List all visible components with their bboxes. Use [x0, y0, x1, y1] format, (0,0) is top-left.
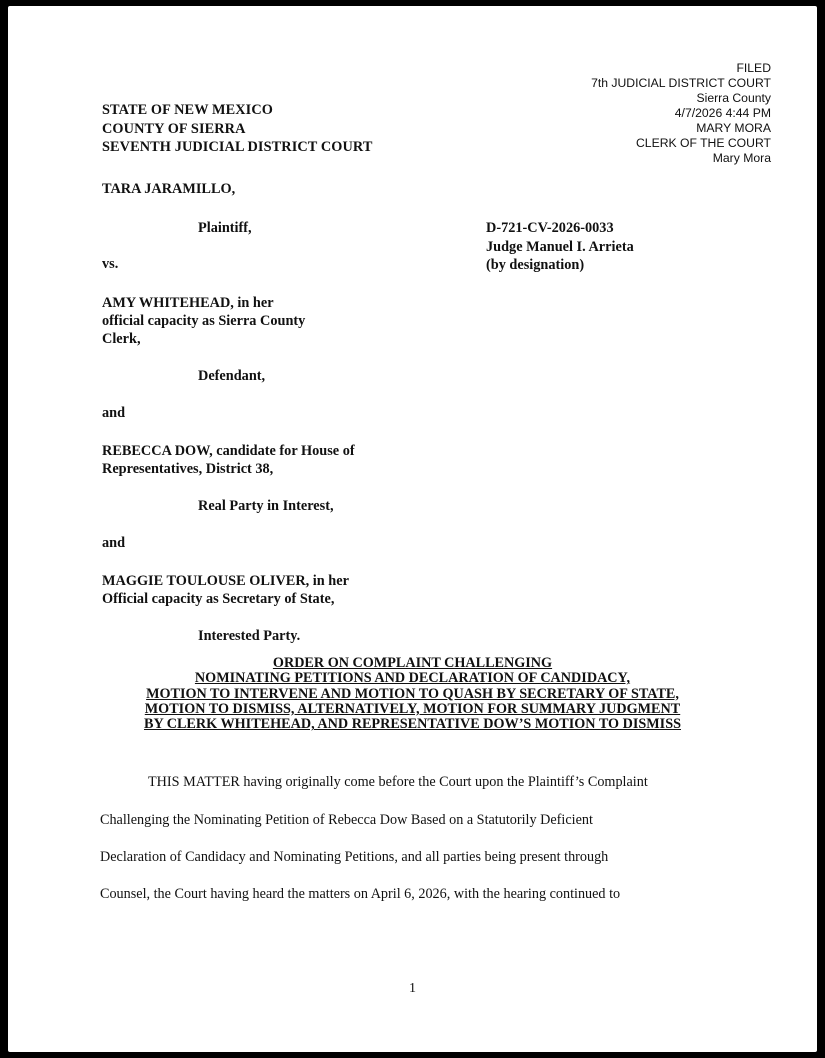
defendant-role: Defendant,: [198, 368, 266, 384]
and-conjunction: and: [102, 535, 126, 551]
and-conjunction: and: [102, 405, 126, 421]
order-title-line: MOTION TO INTERVENE AND MOTION TO QUASH BY SECRETARY OF STATE,: [146, 685, 679, 702]
plaintiff-name: TARA JARAMILLO,: [102, 181, 236, 197]
real-party-line: REBECCA DOW, candidate for House of: [102, 443, 355, 459]
court-header-line: COUNTY OF SIERRA: [102, 120, 246, 137]
order-title: [68, 656, 757, 732]
defendant-line: official capacity as Sierra County: [102, 313, 306, 329]
filed-stamp-line: MARY MORA: [696, 121, 771, 135]
interested-party-name: [102, 572, 349, 608]
filed-stamp-line: 4/7/2026 4:44 PM: [674, 106, 771, 120]
defendant-line: AMY WHITEHEAD, in her: [102, 295, 274, 311]
order-title-line: ORDER ON COMPLAINT CHALLENGING: [272, 655, 553, 671]
case-info: [486, 219, 634, 275]
filed-stamp-line: Sierra County: [696, 91, 771, 105]
court-header: [102, 101, 372, 157]
interested-party-role: Interested Party.: [198, 628, 301, 644]
defendant-line: Clerk,: [102, 331, 141, 347]
filed-stamp-line: CLERK OF THE COURT: [636, 136, 771, 150]
interested-party-line: MAGGIE TOULOUSE OLIVER, in her: [102, 573, 349, 589]
court-header-line: STATE OF NEW MEXICO: [102, 102, 273, 118]
plaintiff-role: Plaintiff,: [198, 220, 252, 236]
case-number: D-721-CV-2026-0033: [486, 220, 614, 236]
filed-stamp-line: FILED: [736, 61, 771, 75]
filed-stamp-line: Mary Mora: [712, 151, 771, 165]
order-title-line: NOMINATING PETITIONS AND DECLARATION OF CANDIDACY,: [194, 670, 631, 687]
judge-designation: (by designation): [486, 257, 585, 273]
versus-label: vs.: [102, 256, 119, 272]
filed-stamp-line: 7th JUDICIAL DISTRICT COURT: [591, 76, 771, 90]
body-text-line: Challenging the Nominating Petition of Rebecca Dow Based on a Statutorily Deficient: [100, 812, 593, 828]
body-text-line: Declaration of Candidacy and Nominating Petitions, and all parties being present through: [100, 849, 609, 865]
document-page: [8, 6, 817, 1052]
judge-name: Judge Manuel I. Arrieta: [486, 238, 634, 255]
real-party-role: Real Party in Interest,: [198, 498, 334, 514]
court-header-line: SEVENTH JUDICIAL DISTRICT COURT: [102, 139, 373, 155]
body-text-line: THIS MATTER having originally come before the Court upon the Plaintiff’s Complaint: [148, 774, 648, 790]
defendant-name: [102, 294, 305, 348]
interested-party-line: Official capacity as Secretary of State,: [102, 591, 335, 607]
filed-stamp: [591, 61, 771, 166]
body-text-line: Counsel, the Court having heard the matters on April 6, 2026, with the hearing continued to: [100, 886, 621, 902]
real-party-line: Representatives, District 38,: [102, 461, 274, 477]
order-title-line: BY CLERK WHITEHEAD, AND REPRESENTATIVE DOW’S MOTION TO DISMISS: [143, 716, 681, 733]
order-title-line: MOTION TO DISMISS, ALTERNATIVELY, MOTION FOR SUMMARY JUDGMENT: [144, 700, 681, 717]
real-party-name: [102, 442, 355, 478]
page-number: 1: [409, 981, 416, 996]
